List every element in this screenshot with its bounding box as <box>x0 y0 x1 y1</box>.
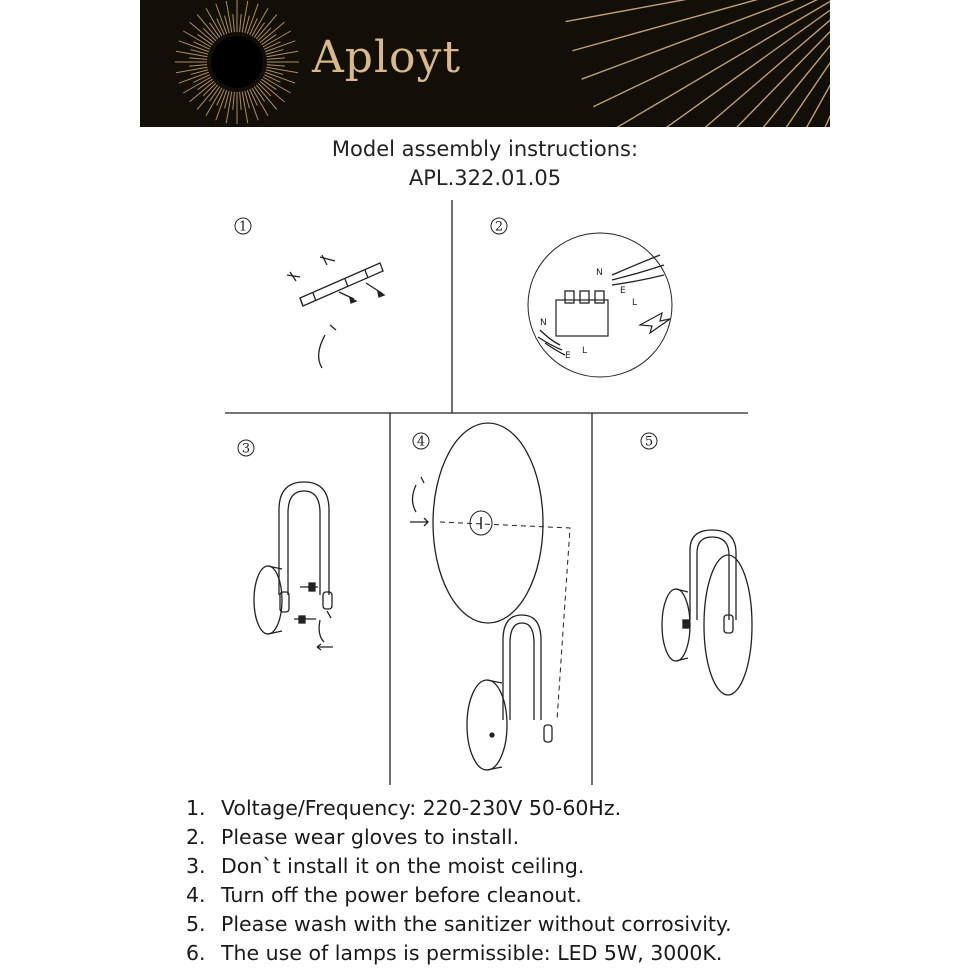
note-number: 1. <box>186 796 206 820</box>
note-text: The use of lamps is permissible: LED 5W, 3000K. <box>221 941 723 965</box>
note-number: 4. <box>186 883 206 907</box>
note-number: 2. <box>186 825 206 849</box>
wire-label-e-top: E <box>620 286 626 296</box>
note-item <box>186 794 732 823</box>
wire-label-e-bottom: E <box>565 351 571 361</box>
step-2-wiring-illustration <box>491 218 672 377</box>
page-title: Model assembly instructions: <box>331 137 639 161</box>
step-2-number: 2 <box>494 219 504 235</box>
step-3-number: 3 <box>241 441 251 457</box>
step-4-disc-illustration <box>410 423 570 770</box>
note-text: Voltage/Frequency: 220-230V 50-60Hz. <box>221 796 622 820</box>
brand-logo: Aployt <box>312 32 462 83</box>
note-text: Don`t install it on the moist ceiling. <box>221 854 585 878</box>
safety-notes-list <box>186 794 732 968</box>
sunburst-decoration <box>140 0 830 127</box>
wire-label-l-bottom: L <box>582 346 588 356</box>
note-item <box>186 823 732 852</box>
note-item <box>186 881 732 910</box>
wire-label-n-top: N <box>596 268 603 278</box>
header-banner <box>140 0 830 127</box>
note-number: 3. <box>186 854 206 878</box>
wire-label-l-top: L <box>632 298 638 308</box>
step-1-bracket-illustration <box>235 218 384 368</box>
note-text: Turn off the power before cleanout. <box>221 883 582 907</box>
assembly-diagram <box>0 195 970 790</box>
wire-label-n-bottom: N <box>540 318 547 328</box>
step-1-number: 1 <box>238 219 248 235</box>
step-5-assembled-illustration <box>641 433 752 695</box>
note-item <box>186 852 732 881</box>
model-number: APL.322.01.05 <box>408 166 562 190</box>
note-number: 6. <box>186 941 206 965</box>
step-3-arm-illustration <box>238 440 333 650</box>
note-item <box>186 910 732 939</box>
note-item <box>186 939 732 968</box>
step-5-number: 5 <box>644 434 654 450</box>
note-text: Please wear gloves to install. <box>221 825 520 849</box>
step-4-number: 4 <box>416 434 426 450</box>
note-text: Please wash with the sanitizer without corrosivity. <box>221 912 732 936</box>
note-number: 5. <box>186 912 206 936</box>
sun-logo-icon <box>211 36 263 88</box>
